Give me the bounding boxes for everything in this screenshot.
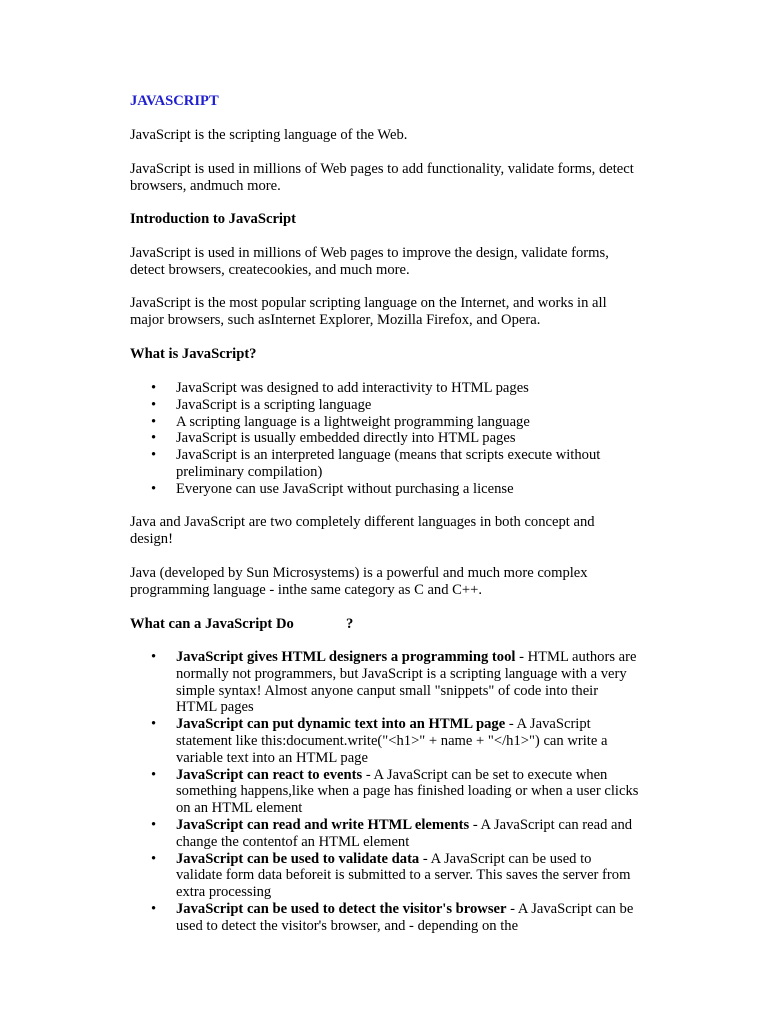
list-item-bold: JavaScript can be used to detect the visitor's browser: [176, 900, 507, 917]
introduction-paragraph-2: JavaScript is the most popular scripting language on the Internet, and works in all major browsers, such asInternet Explorer, Mozilla Firefox, and Opera.: [130, 295, 607, 328]
list-item: [130, 649, 640, 716]
heading-what-is: What is JavaScript?: [130, 346, 257, 362]
bullet-icon: •: [151, 396, 157, 413]
list-item-bold: JavaScript can read and write HTML elements: [176, 816, 470, 833]
list-item-text: JavaScript was designed to add interactivity to HTML pages: [176, 380, 529, 396]
list-item: [130, 397, 640, 414]
bullet-icon: •: [151, 480, 157, 497]
bullet-icon: •: [151, 716, 157, 733]
bullet-icon: •: [151, 649, 157, 665]
java-paragraph-1: Java and JavaScript are two completely different languages in both concept and design!: [130, 514, 595, 547]
bullet-icon: •: [151, 380, 157, 396]
bullet-icon: •: [151, 900, 157, 917]
list-item-bold: JavaScript can react to events: [176, 766, 363, 783]
list-item-text: - A JavaScript can be used to validate form data beforeit is submitted to a server. This saves the server from extra processing: [176, 850, 631, 901]
list-item-text: - A JavaScript can read and change the contentof an HTML element: [176, 816, 633, 850]
list-item-text: JavaScript is usually embedded directly into HTML pages: [176, 430, 516, 447]
bullet-icon: •: [151, 850, 157, 867]
list-item: [130, 817, 640, 851]
list-item: [130, 430, 640, 447]
bullet-icon: •: [151, 413, 157, 430]
list-item-bold: JavaScript can be used to validate data: [176, 850, 420, 867]
what-can-list: [130, 649, 640, 935]
list-item-text: - HTML authors are normally not programmers, but JavaScript is a scripting language with a very simple syntax! Almost anyone canput small "snippets" of code into their HTML pages: [176, 649, 637, 716]
bullet-icon: •: [151, 766, 157, 783]
list-item-text: - A JavaScript can be used to detect the visitor's browser, and - depending on the: [176, 900, 634, 934]
document-title: JAVASCRIPT: [130, 93, 219, 109]
list-item-text: Everyone can use JavaScript without purchasing a license: [176, 480, 514, 497]
list-item-text: JavaScript is a scripting language: [176, 396, 372, 413]
list-item-text: JavaScript is an interpreted language (means that scripts execute without preliminary compilation): [176, 447, 601, 480]
bullet-icon: •: [151, 816, 157, 833]
list-item-text: - A JavaScript can be set to execute when something happens,like when a page has finished loading or when a user clicks on an HTML element: [176, 766, 639, 817]
heading-introduction: Introduction to JavaScript: [130, 211, 296, 227]
list-item: [130, 851, 640, 901]
intro-paragraph-2: JavaScript is used in millions of Web pages to add functionality, validate forms, detect browsers, andmuch more.: [130, 161, 634, 194]
list-item: [130, 481, 640, 498]
heading-what-can-question: ?: [346, 616, 354, 632]
list-item: [130, 447, 640, 481]
list-item: [130, 767, 640, 817]
introduction-paragraph-1: JavaScript is used in millions of Web pages to improve the design, validate forms, detect browsers, createcookies, and much more.: [130, 245, 609, 278]
what-is-list: [130, 380, 640, 498]
bullet-icon: •: [151, 430, 157, 447]
list-item-text: - A JavaScript statement like this:document.write("<h1>" + name + "</h1>") can write a variable text into an HTML page: [176, 716, 608, 766]
java-paragraph-2: Java (developed by Sun Microsystems) is a powerful and much more complex programming language - inthe same category as C and C++.: [130, 565, 588, 598]
heading-what-can: [130, 616, 640, 633]
list-item: [130, 380, 640, 397]
intro-paragraph-1: JavaScript is the scripting language of the Web.: [130, 127, 408, 143]
list-item-text: A scripting language is a lightweight programming language: [176, 413, 530, 430]
list-item: [130, 716, 640, 766]
heading-what-can-text: What can a JavaScript Do: [130, 616, 294, 632]
list-item-bold: JavaScript can put dynamic text into an HTML page: [176, 716, 506, 733]
bullet-icon: •: [151, 447, 157, 464]
list-item: [130, 901, 640, 935]
list-item: [130, 414, 640, 431]
list-item-bold: JavaScript gives HTML designers a programming tool: [176, 649, 516, 665]
